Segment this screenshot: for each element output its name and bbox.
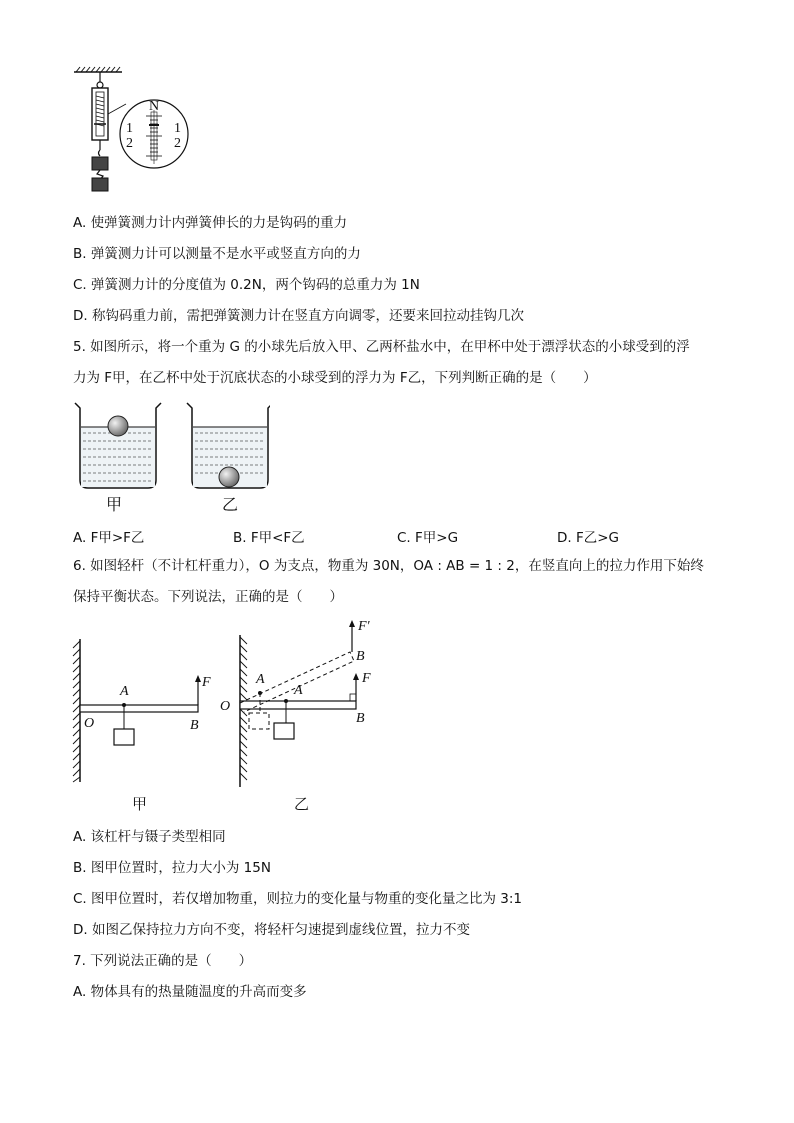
yi-label-a-dashed: A [256,672,265,687]
jia-label-o: O [84,716,95,731]
jia-label-b: B [190,718,199,733]
spring-scale-figure [70,64,220,194]
lever-figure [68,617,388,817]
scale-unit-label: N [149,99,160,114]
q7-stem-line1: 7. 下列说法正确的是（ ） [73,953,253,969]
lever-yi-caption: 乙 [294,795,310,813]
scale-right-1: 1 [174,121,181,136]
q4-option-c: C. 弹簧测力计的分度值为 0.2N，两个钩码的总重力为 1N [73,277,420,293]
yi-label-a: A [294,683,303,698]
yi-label-o: O [220,699,231,714]
q4-option-a: A. 使弹簧测力计内弹簧伸长的力是钩码的重力 [73,215,348,231]
beaker-jia-caption: 甲 [106,495,123,514]
q6-stem-line1: 6. 如图轻杆（不计杠杆重力），O 为支点，物重为 30N，OA : AB = 1 : 2，在竖直向上的拉力作用下始终 [73,558,704,574]
scale-left-2: 2 [126,136,133,151]
q5-stem-line1: 5. 如图所示，将一个重为 G 的小球先后放入甲、乙两杯盐水中，在甲杯中处于漂浮状态的小球受到的浮 [73,339,690,355]
jia-label-f: F [202,675,211,690]
q5-stem-line2: 力为 F甲，在乙杯中处于沉底状态的小球受到的浮力为 F乙，下列判断正确的是（ ） [73,370,597,386]
q6-option-b: B. 图甲位置时，拉力大小为 15N [73,860,271,876]
q5-option-c: C. F甲>G [397,530,459,546]
q6-stem-line2: 保持平衡状态。下列说法，正确的是（ ） [73,589,343,605]
yi-label-b-dashed: B [356,649,365,664]
q6-option-a: A. 该杠杆与镊子类型相同 [73,829,226,845]
beakers-figure [70,400,270,515]
q5-option-d: D. F乙>G [557,530,620,546]
q4-option-b: B. 弹簧测力计可以测量不是水平或竖直方向的力 [73,246,361,262]
scale-right-2: 2 [174,136,181,151]
beaker-yi-caption: 乙 [222,495,239,514]
yi-label-f: F [362,671,371,686]
lever-jia-caption: 甲 [132,795,148,813]
q4-option-d: D. 称钩码重力前，需把弹簧测力计在竖直方向调零，还要来回拉动挂钩几次 [73,308,524,324]
scale-left-1: 1 [126,121,133,136]
q5-option-a: A. F甲>F乙 [73,530,145,546]
q6-option-d: D. 如图乙保持拉力方向不变，将轻杆匀速提到虚线位置，拉力不变 [73,922,470,938]
q6-option-c: C. 图甲位置时，若仅增加物重，则拉力的变化量与物重的变化量之比为 3:1 [73,891,523,907]
yi-label-b: B [356,711,365,726]
yi-label-f-prime: F′ [358,619,370,634]
q5-option-b: B. F甲<F乙 [233,530,305,546]
jia-label-a: A [120,684,129,699]
q7-option-a: A. 物体具有的热量随温度的升高而变多 [73,984,307,1000]
